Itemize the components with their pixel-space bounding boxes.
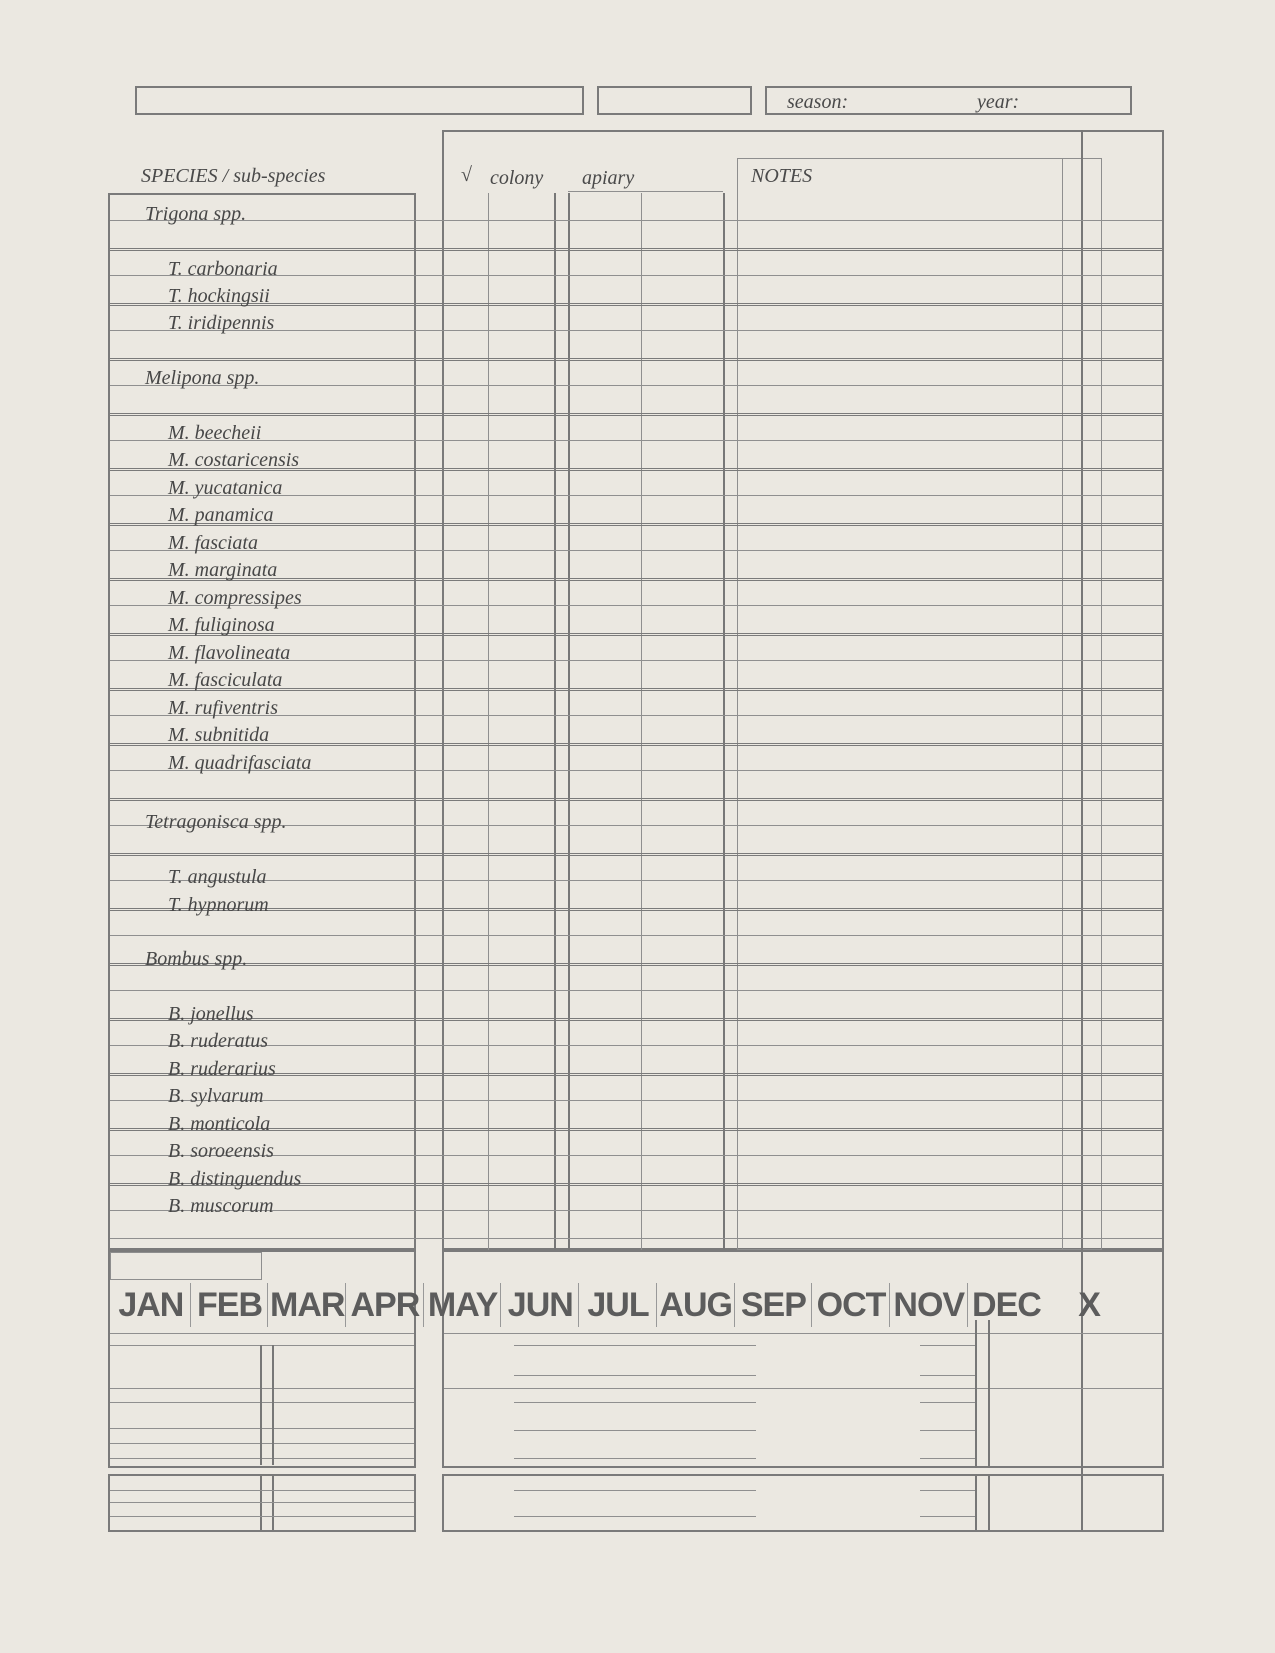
species-label: M. beecheii: [168, 422, 262, 444]
species-label: B. ruderarius: [168, 1058, 276, 1080]
month-feb[interactable]: FEB: [190, 1283, 269, 1327]
apiary-column-rule: [641, 193, 642, 1250]
species-label: B. jonellus: [168, 1003, 254, 1025]
check-column-header: √: [461, 164, 472, 186]
month-dec[interactable]: DEC: [967, 1283, 1046, 1327]
bottom-field-line: [514, 1458, 756, 1459]
species-label: M. fuliginosa: [168, 614, 275, 636]
month-jun[interactable]: JUN: [500, 1283, 579, 1327]
grid-row-line: [110, 935, 1162, 936]
species-label: B. distinguendus: [168, 1168, 302, 1190]
apiary-column-header: apiary: [582, 167, 635, 189]
species-label: T. iridipennis: [168, 312, 275, 334]
species-column-header: SPECIES / sub-species: [141, 165, 326, 187]
bottom-small-box: [110, 1252, 262, 1280]
bottom-divider: [444, 1388, 1162, 1389]
grid-row-line: [110, 413, 1162, 416]
genus-label: Melipona spp.: [145, 367, 260, 389]
check-column-rule: [488, 193, 489, 1250]
species-label: T. angustula: [168, 866, 267, 888]
title-field[interactable]: [135, 86, 584, 115]
bottom-left-divider: [272, 1345, 274, 1465]
bottom-left-divider: [260, 1345, 262, 1465]
species-label: B. sylvarum: [168, 1085, 264, 1107]
colony-column-rule: [554, 193, 556, 1250]
bottom-field-line: [920, 1375, 975, 1376]
species-label: T. hypnorum: [168, 894, 269, 916]
bottom-rule: [110, 1345, 414, 1346]
bottom-divider: [444, 1333, 1162, 1334]
species-label: B. soroeensis: [168, 1140, 274, 1162]
species-label: M. fasciata: [168, 532, 258, 554]
bottom-rule: [110, 1443, 414, 1444]
species-label: M. flavolineata: [168, 642, 291, 664]
apiary-column-right-rule: [723, 193, 725, 1250]
grid-row-line: [110, 798, 1162, 801]
notes-inner-rule: [1062, 158, 1063, 1250]
genus-label: Bombus spp.: [145, 948, 248, 970]
grid-row-line: [110, 880, 1162, 881]
grid-row-line: [110, 358, 1162, 361]
bottom-rule: [110, 1388, 414, 1389]
season-label: season:: [787, 91, 849, 113]
species-label: T. hockingsii: [168, 285, 270, 307]
month-sep[interactable]: SEP: [734, 1283, 813, 1327]
month-jan[interactable]: JAN: [118, 1286, 184, 1324]
species-label: M. yucatanica: [168, 477, 283, 499]
bottom-rule: [110, 1428, 414, 1429]
date-field[interactable]: [597, 86, 752, 115]
month-x[interactable]: X: [1078, 1286, 1100, 1324]
genus-label: Trigona spp.: [145, 203, 247, 225]
species-label: B. muscorum: [168, 1195, 274, 1217]
bottom-field-line: [514, 1375, 756, 1376]
species-label: M. marginata: [168, 559, 278, 581]
bottom-field-line: [920, 1430, 975, 1431]
footer-right-box[interactable]: [442, 1474, 1164, 1532]
species-label: M. fasciculata: [168, 669, 283, 691]
species-label: M. rufiventris: [168, 697, 278, 719]
bottom-field-line: [514, 1402, 756, 1403]
bottom-right-divider: [975, 1320, 977, 1468]
month-aug[interactable]: AUG: [656, 1283, 735, 1327]
grid-row-line: [110, 220, 1162, 221]
month-jul[interactable]: JUL: [578, 1283, 657, 1327]
species-label: M. compressipes: [168, 587, 302, 609]
grid-row-line: [110, 1100, 1162, 1101]
notes-column-frame: [737, 158, 1102, 1250]
grid-row-line: [110, 990, 1162, 991]
genus-label: Tetragonisca spp.: [145, 811, 287, 833]
species-label: M. costaricensis: [168, 449, 300, 471]
grid-row-line: [110, 440, 1162, 441]
bottom-field-line: [920, 1402, 975, 1403]
month-nov[interactable]: NOV: [889, 1283, 968, 1327]
species-label: T. carbonaria: [168, 258, 278, 280]
bottom-right-divider: [988, 1320, 990, 1468]
species-label: B. ruderatus: [168, 1030, 268, 1052]
bottom-field-line: [514, 1345, 756, 1346]
species-label: M. subnitida: [168, 724, 270, 746]
bottom-field-line: [920, 1345, 975, 1346]
grid-row-line: [110, 963, 1162, 966]
footer-left-box[interactable]: [108, 1474, 416, 1532]
month-oct[interactable]: OCT: [811, 1283, 890, 1327]
bottom-rule: [110, 1402, 414, 1403]
month-mar[interactable]: MAR: [267, 1283, 346, 1327]
species-label: M. panamica: [168, 504, 274, 526]
colony-column-header: colony: [490, 167, 544, 189]
grid-row-line: [110, 1238, 1162, 1239]
grid-row-line: [110, 853, 1162, 856]
grid-row-line: [110, 1018, 1162, 1021]
month-may[interactable]: MAY: [423, 1283, 502, 1327]
grid-row-line: [110, 248, 1162, 251]
year-label: year:: [977, 91, 1020, 113]
species-label: B. monticola: [168, 1113, 271, 1135]
bottom-field-line: [920, 1458, 975, 1459]
header-underline: [568, 191, 723, 192]
bottom-rule: [110, 1458, 414, 1459]
grid-row-line: [110, 550, 1162, 551]
bottom-rule: [110, 1333, 414, 1334]
grid-row-line: [110, 385, 1162, 386]
month-apr[interactable]: APR: [345, 1283, 424, 1327]
month-strip: [112, 1283, 1122, 1327]
notes-column-header: NOTES: [751, 165, 813, 187]
species-label: M. quadrifasciata: [168, 752, 312, 774]
colony-apiary-separator: [568, 193, 570, 1250]
bottom-field-line: [514, 1430, 756, 1431]
